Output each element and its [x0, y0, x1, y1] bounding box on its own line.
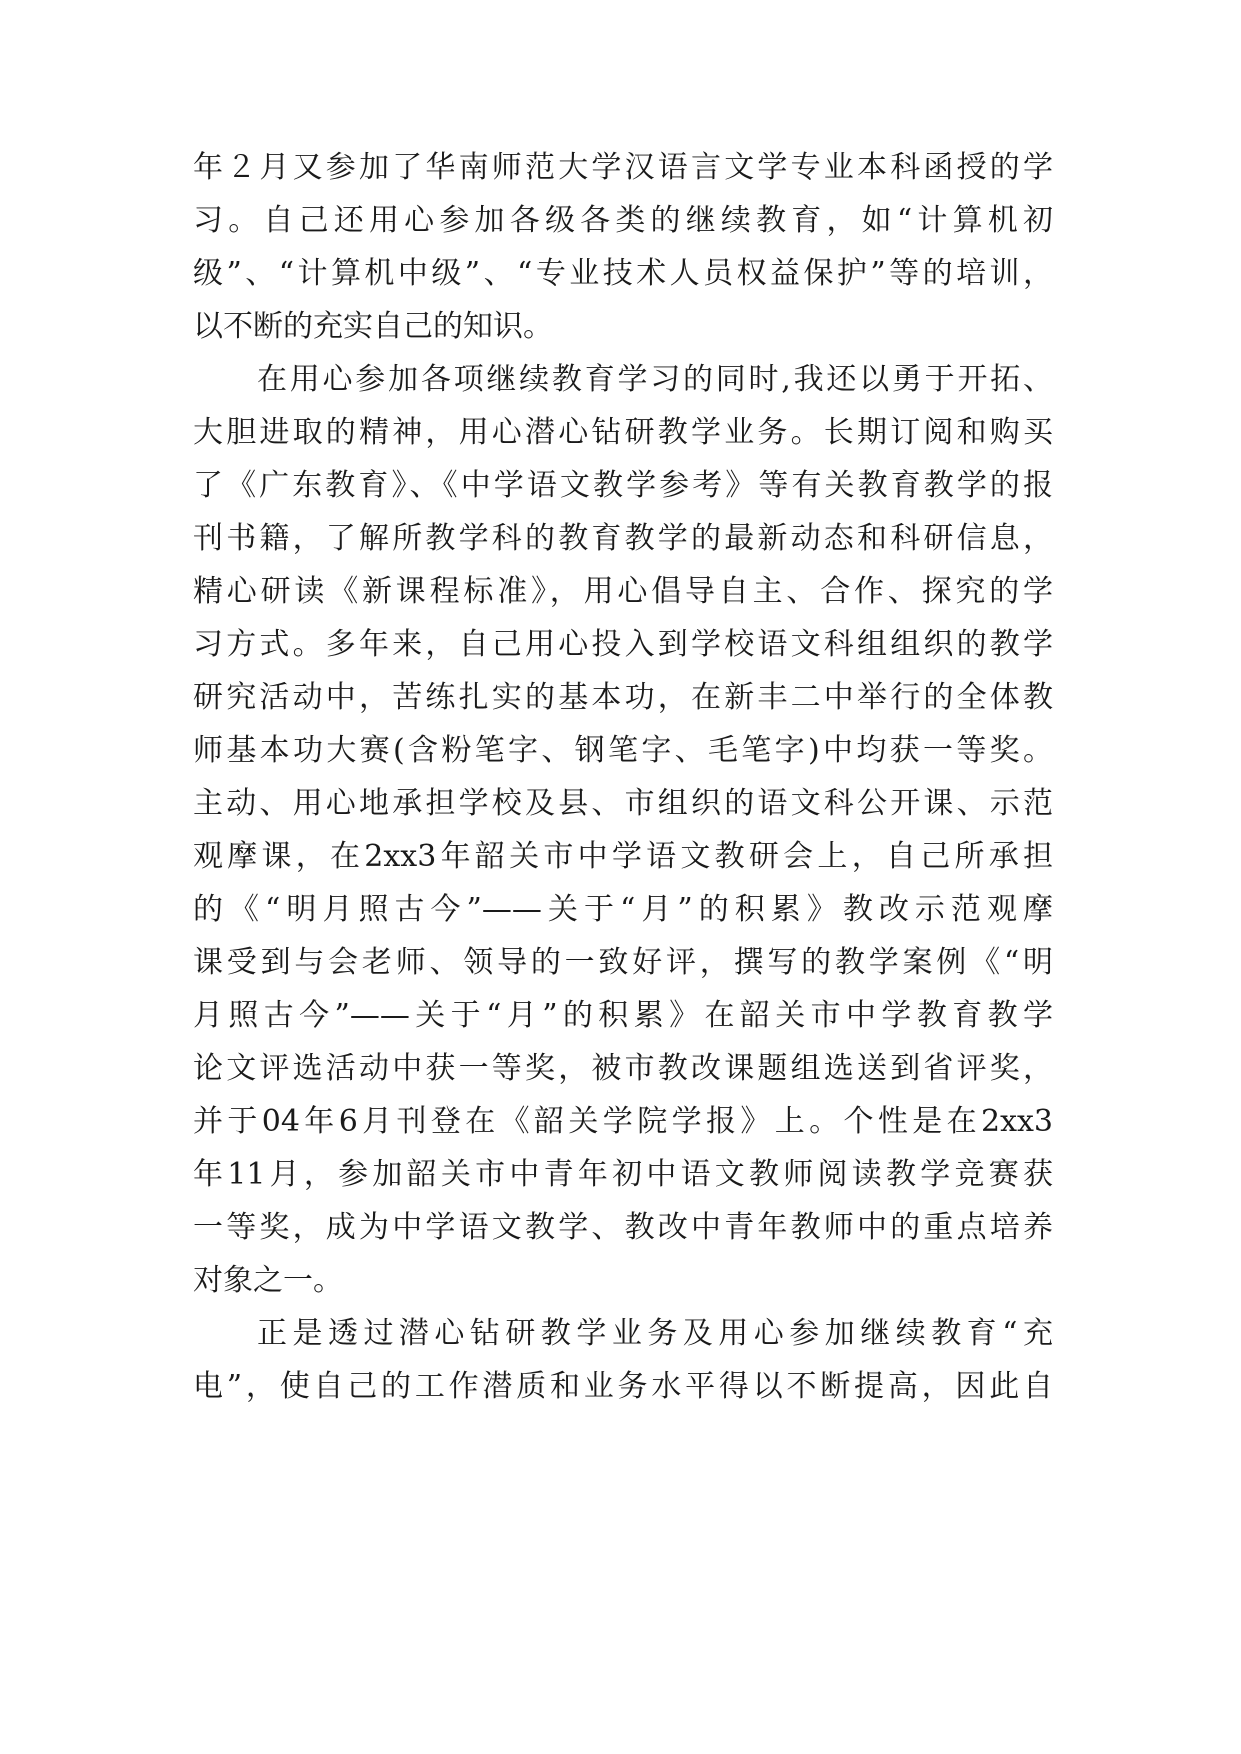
text-line: 师基本功大赛(含粉笔字、钢笔字、毛笔字)中均获一等奖。 [193, 733, 1053, 768]
text-line: 的《“明月照古今”——关于“月”的积累》教改示范观摩 [193, 892, 1053, 927]
text-line: 正是透过潜心钻研教学业务及用心参加继续教育“充 [257, 1316, 1053, 1351]
text-line: 观摩课，在2xx3年韶关市中学语文教研会上，自己所承担 [193, 839, 1053, 874]
text-line: 一等奖，成为中学语文教学、教改中青年教师中的重点培养 [193, 1210, 1053, 1245]
text-line: 年２月又参加了华南师范大学汉语言文学专业本科函授的学 [193, 150, 1053, 185]
text-line: 对象之一。 [193, 1263, 343, 1298]
text-line: 以不断的充实自己的知识。 [193, 309, 553, 344]
text-line: 了《广东教育》、《中学语文教学参考》等有关教育教学的报 [193, 468, 1053, 503]
text-line: 大胆进取的精神，用心潜心钻研教学业务。长期订阅和购买 [193, 415, 1053, 450]
text-line: 精心研读《新课程标准》，用心倡导自主、合作、探究的学 [193, 574, 1053, 609]
text-line: 习。自己还用心参加各级各类的继续教育，如“计算机初 [193, 203, 1053, 238]
text-line: 研究活动中，苦练扎实的基本功，在新丰二中举行的全体教 [193, 680, 1053, 715]
text-line: 电”，使自己的工作潜质和业务水平得以不断提高，因此自 [193, 1369, 1053, 1404]
text-line: 级”、“计算机中级”、“专业技术人员权益保护”等的培训， [193, 256, 1053, 291]
text-line: 月照古今”——关于“月”的积累》在韶关市中学教育教学 [193, 998, 1053, 1033]
text-line: 主动、用心地承担学校及县、市组织的语文科公开课、示范 [193, 786, 1053, 821]
text-line: 并于04年6月刊登在《韶关学院学报》上。个性是在2xx3 [193, 1104, 1053, 1139]
text-line: 论文评选活动中获一等奖，被市教改课题组选送到省评奖， [193, 1051, 1053, 1086]
text-line: 年11月，参加韶关市中青年初中语文教师阅读教学竞赛获 [193, 1157, 1053, 1192]
text-line: 在用心参加各项继续教育学习的同时,我还以勇于开拓、 [257, 362, 1053, 397]
text-line: 习方式。多年来，自己用心投入到学校语文科组组织的教学 [193, 627, 1053, 662]
text-line: 课受到与会老师、领导的一致好评，撰写的教学案例《“明 [193, 945, 1053, 980]
text-line: 刊书籍，了解所教学科的教育教学的最新动态和科研信息， [193, 521, 1053, 556]
